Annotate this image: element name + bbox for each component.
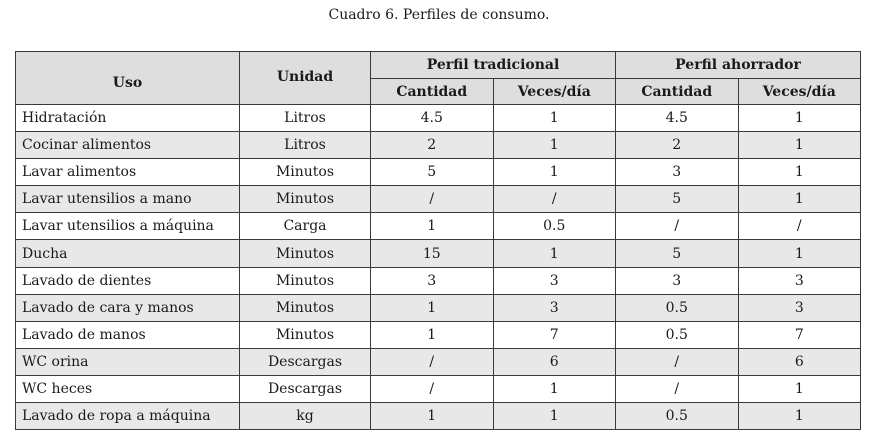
tradicional-cantidad-cell: 4.5 [371, 105, 494, 132]
ahorrador-cantidad-cell: 4.5 [616, 105, 739, 132]
ahorrador-veces-cell: 3 [738, 267, 861, 294]
ahorrador-cantidad-cell: 5 [616, 240, 739, 267]
tradicional-veces-cell: 0.5 [493, 213, 616, 240]
ahorrador-veces-cell: 6 [738, 348, 861, 375]
tradicional-cantidad-cell: 2 [371, 132, 494, 159]
header-ahorrador-veces-dia: Veces/día [738, 79, 861, 105]
tradicional-cantidad-cell: 1 [371, 403, 494, 430]
uso-cell: Lavar utensilios a mano [16, 186, 240, 213]
tradicional-cantidad-cell: 1 [371, 294, 494, 321]
uso-cell: Lavar utensilios a máquina [16, 213, 240, 240]
tradicional-cantidad-cell: 3 [371, 267, 494, 294]
unidad-cell: Descargas [240, 348, 371, 375]
table-row [16, 132, 861, 159]
uso-cell: Ducha [16, 240, 240, 267]
unidad-cell: kg [240, 403, 371, 430]
ahorrador-cantidad-cell: 0.5 [616, 294, 739, 321]
table-row [16, 213, 861, 240]
header-unidad: Unidad [240, 52, 371, 105]
table-row [16, 159, 861, 186]
ahorrador-cantidad-cell: 2 [616, 132, 739, 159]
unidad-cell: Minutos [240, 240, 371, 267]
unidad-cell: Litros [240, 105, 371, 132]
table-row [16, 348, 861, 375]
tradicional-cantidad-cell: 1 [371, 213, 494, 240]
ahorrador-cantidad-cell: / [616, 348, 739, 375]
uso-cell: Lavado de dientes [16, 267, 240, 294]
unidad-cell: Minutos [240, 294, 371, 321]
tradicional-veces-cell: 1 [493, 159, 616, 186]
unidad-cell: Descargas [240, 375, 371, 402]
uso-cell: Lavar alimentos [16, 159, 240, 186]
tradicional-veces-cell: / [493, 186, 616, 213]
ahorrador-cantidad-cell: 5 [616, 186, 739, 213]
ahorrador-veces-cell: 1 [738, 240, 861, 267]
uso-cell: Lavado de manos [16, 321, 240, 348]
ahorrador-veces-cell: 3 [738, 294, 861, 321]
tradicional-veces-cell: 1 [493, 375, 616, 402]
ahorrador-veces-cell: 1 [738, 132, 861, 159]
unidad-cell: Litros [240, 132, 371, 159]
unidad-cell: Minutos [240, 186, 371, 213]
uso-cell: Hidratación [16, 105, 240, 132]
unidad-cell: Minutos [240, 321, 371, 348]
table-row [16, 403, 861, 430]
ahorrador-veces-cell: 7 [738, 321, 861, 348]
consumption-profiles-table [15, 51, 861, 430]
table-row [16, 294, 861, 321]
ahorrador-cantidad-cell: 3 [616, 267, 739, 294]
tradicional-cantidad-cell: 15 [371, 240, 494, 267]
unidad-cell: Minutos [240, 159, 371, 186]
ahorrador-cantidad-cell: 3 [616, 159, 739, 186]
tradicional-veces-cell: 1 [493, 105, 616, 132]
header-perfil-tradicional: Perfil tradicional [371, 52, 616, 79]
header-tradicional-cantidad: Cantidad [371, 79, 494, 105]
ahorrador-cantidad-cell: 0.5 [616, 321, 739, 348]
tradicional-veces-cell: 3 [493, 294, 616, 321]
unidad-cell: Minutos [240, 267, 371, 294]
ahorrador-veces-cell: 1 [738, 105, 861, 132]
ahorrador-veces-cell: 1 [738, 375, 861, 402]
tradicional-veces-cell: 6 [493, 348, 616, 375]
table-row [16, 375, 861, 402]
ahorrador-veces-cell: 1 [738, 159, 861, 186]
tradicional-veces-cell: 7 [493, 321, 616, 348]
ahorrador-cantidad-cell: 0.5 [616, 403, 739, 430]
table-caption: Cuadro 6. Perfiles de consumo. [328, 7, 550, 23]
tradicional-cantidad-cell: / [371, 186, 494, 213]
ahorrador-veces-cell: / [738, 213, 861, 240]
uso-cell: WC heces [16, 375, 240, 402]
header-perfil-ahorrador: Perfil ahorrador [616, 52, 861, 79]
tradicional-cantidad-cell: 5 [371, 159, 494, 186]
ahorrador-cantidad-cell: / [616, 375, 739, 402]
table-row [16, 267, 861, 294]
tradicional-veces-cell: 1 [493, 240, 616, 267]
table-row [16, 321, 861, 348]
table-row [16, 186, 861, 213]
uso-cell: WC orina [16, 348, 240, 375]
ahorrador-veces-cell: 1 [738, 403, 861, 430]
ahorrador-veces-cell: 1 [738, 186, 861, 213]
tradicional-cantidad-cell: 1 [371, 321, 494, 348]
tradicional-veces-cell: 1 [493, 132, 616, 159]
tradicional-cantidad-cell: / [371, 348, 494, 375]
table-row [16, 105, 861, 132]
ahorrador-cantidad-cell: / [616, 213, 739, 240]
unidad-cell: Carga [240, 213, 371, 240]
table-row [16, 240, 861, 267]
uso-cell: Cocinar alimentos [16, 132, 240, 159]
uso-cell: Lavado de ropa a máquina [16, 403, 240, 430]
tradicional-veces-cell: 1 [493, 403, 616, 430]
uso-cell: Lavado de cara y manos [16, 294, 240, 321]
header-tradicional-veces-dia: Veces/día [493, 79, 616, 105]
tradicional-veces-cell: 3 [493, 267, 616, 294]
header-uso: Uso [16, 52, 240, 105]
tradicional-cantidad-cell: / [371, 375, 494, 402]
header-ahorrador-cantidad: Cantidad [616, 79, 739, 105]
